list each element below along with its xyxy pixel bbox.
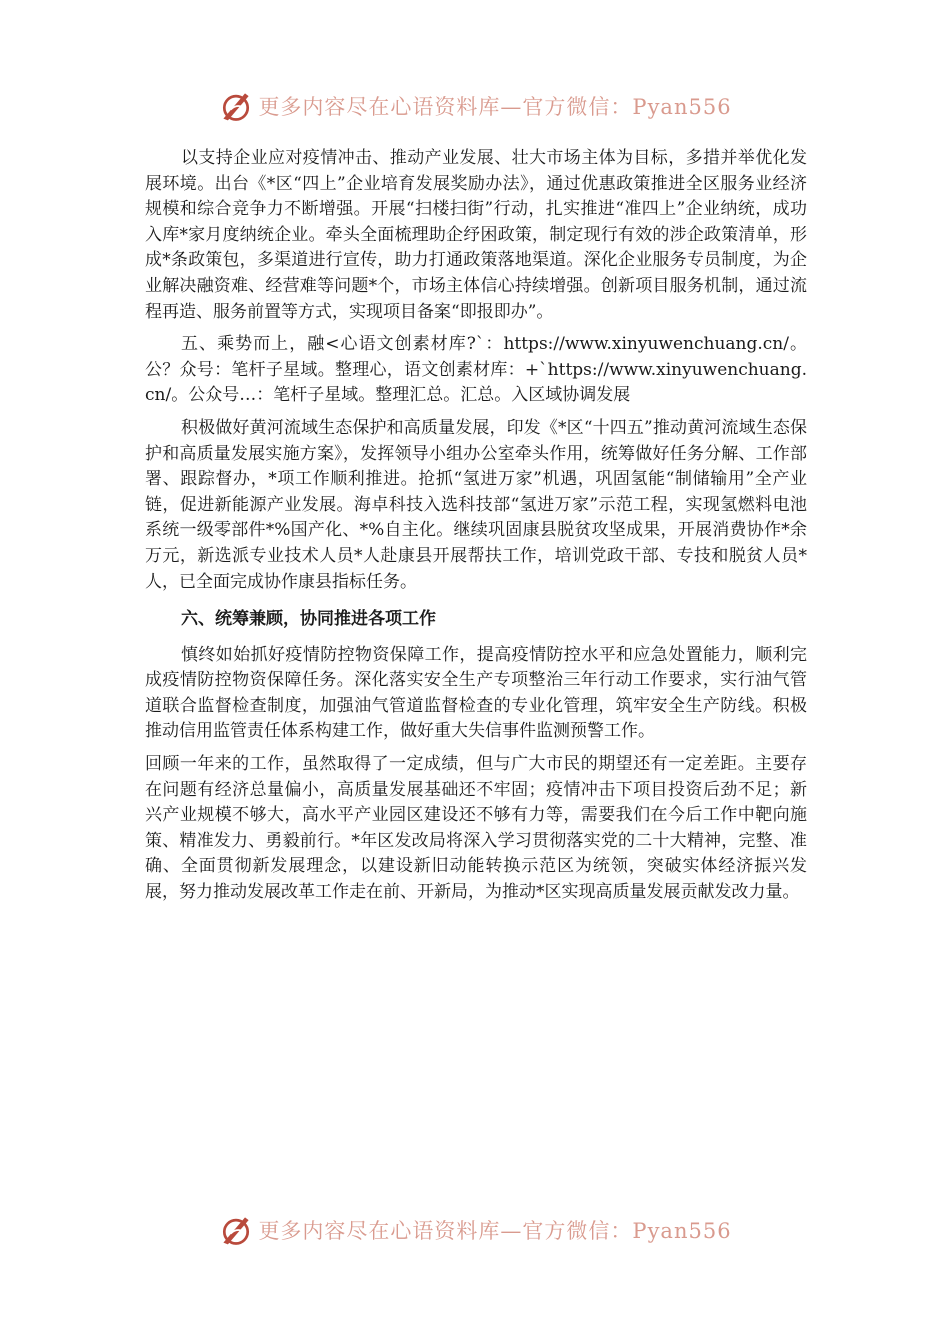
paragraph-section-five-title: 五、乘势而上，融<心语文创素材库?`：https://www.xinyuwenchuang.cn/。公？众号：笔杆子星域。整理心，语文创素材库：+`https://www.xinyuwenchuang.cn/。公众号…：笔杆子星域。整理汇总。汇总。入区域协调发展 — [145, 334, 807, 406]
paragraph-epidemic-safety: 慎终如始抓好疫情防控物资保障工作，提高疫情防控水平和应急处置能力，顺利完成疫情防控物资保障任务。深化落实安全生产专项整治三年行动工作要求，实行油气管道联合监督检查制度，加强油气管道监督检查的专业化管理，筑牢安全生产防线。积极推动信用监管责任体系构建工作，做好重大失信事件监测预警工作。 — [145, 644, 807, 742]
paragraph-yellow-river: 积极做好黄河流域生态保护和高质量发展，印发《*区“十四五”推动黄河流域生态保护和高质量发展实施方案》，发挥领导小组办公室牵头作用，统筹做好任务分解、工作部署、跟踪督办，*项工作顺利推进。抢抓“氢进万家”机遇，巩固氢能“制储输用”全产业链，促进新能源产业发展。海卓科技入选科技部“氢进万家”示范工程，实现氢燃料电池系统一级零部件*%国产化、*%自主化。继续巩固康县脱贫攻坚成果，开展消费协作*余万元，新选派专业技术人员*人赴康县开展帮扶工作，培训党政干部、专技和脱贫人员*人，已全面完成协作康县指标任务。 — [145, 417, 807, 592]
pen-brush-logo-icon — [218, 1212, 254, 1248]
banner-text: 更多内容尽在心语资料库—官方微信：Pyan556 — [258, 1219, 732, 1243]
header-banner — [0, 86, 950, 126]
banner-text: 更多内容尽在心语资料库—官方微信：Pyan556 — [258, 95, 732, 119]
pen-brush-logo-icon — [218, 88, 254, 124]
section-six-heading: 六、统筹兼顾，协同推进各项工作 — [181, 609, 436, 630]
paragraph-review: 回顾一年来的工作，虽然取得了一定成绩，但与广大市民的期望还有一定差距。主要存在问题有经济总量偏小，高质量发展基础还不牢固；疫情冲击下项目投资后劲不足；新兴产业规模不够大，高水平产业园区建设还不够有力等，需要我们在今后工作中靶向施策、精准发力、勇毅前行。*年区发改局将深入学习贯彻落实党的二十大精神，完整、准确、全面贯彻新发展理念，以建设新旧动能转换示范区为统领，突破实体经济振兴发展，努力推动发展改革工作走在前、开新局，为推动*区实现高质量发展贡献发改力量。 — [145, 754, 807, 903]
footer-banner — [0, 1210, 950, 1250]
paragraph-enterprise-support: 以支持企业应对疫情冲击、推动产业发展、壮大市场主体为目标，多措并举优化发展环境。出台《*区“四上”企业培育发展奖励办法》，通过优惠政策推进全区服务业经济规模和综合竞争力不断增强。开展“扫楼扫街”行动，扎实推进“准四上”企业纳统，成功入库*家月度纳统企业。牵头全面梳理助企纾困政策，制定现行有效的涉企政策清单，形成*条政策包，多渠道进行宣传，助力打通政策落地渠道。深化企业服务专员制度，为企业解决融资难、经营难等问题*个，市场主体信心持续增强。创新项目服务机制，通过流程再造、服务前置等方式，实现项目备案“即报即办”。 — [145, 148, 807, 322]
document-body — [145, 146, 807, 906]
